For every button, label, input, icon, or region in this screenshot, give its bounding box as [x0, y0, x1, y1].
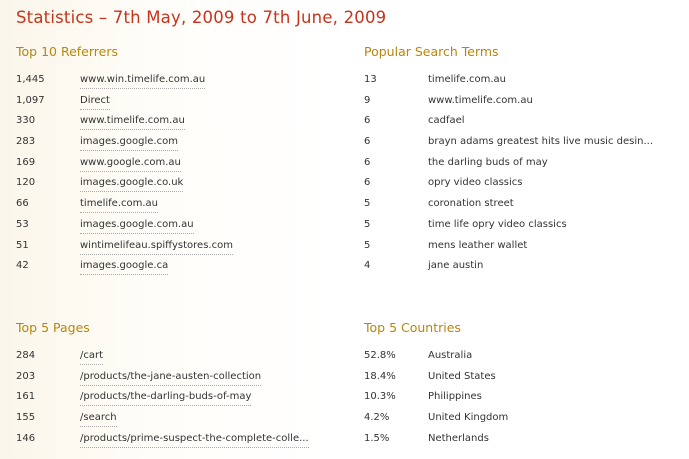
country-percent: 4.2% — [364, 412, 390, 424]
search-term-label: timelife.com.au — [428, 74, 507, 85]
page-link[interactable]: /products/prime-suspect-the-complete-colle... — [80, 432, 309, 448]
page-count: 284 — [16, 350, 36, 361]
referrer-link[interactable]: images.google.ca — [80, 259, 168, 275]
search-term-label: the darling buds of may — [428, 156, 548, 168]
referrer-link[interactable]: images.google.co.uk — [80, 176, 183, 192]
page-row — [16, 429, 336, 450]
country-row — [364, 367, 674, 388]
country-name: Australia — [428, 350, 473, 361]
referrer-count: 120 — [16, 177, 36, 189]
referrer-link[interactable]: www.google.com.au — [80, 156, 181, 172]
search-term-row — [364, 153, 674, 174]
search-term-label: mens leather wallet — [428, 239, 528, 251]
page-row — [16, 346, 336, 367]
search-term-count: 9 — [364, 94, 371, 106]
referrer-row — [16, 236, 336, 257]
page-row — [16, 367, 336, 388]
search-term-label: cadfael — [428, 115, 465, 127]
search-term-label: jane austin — [428, 260, 484, 272]
country-percent: 1.5% — [364, 432, 390, 444]
referrer-row — [16, 132, 336, 153]
countries-heading: Top 5 Countries — [364, 320, 461, 335]
page-row — [16, 408, 336, 429]
page-count: 203 — [16, 370, 36, 382]
search-term-row — [364, 173, 674, 194]
countries-section — [364, 318, 674, 449]
referrer-row — [16, 215, 336, 236]
search-term-count: 5 — [364, 239, 371, 251]
search-term-count: 4 — [364, 260, 371, 272]
page-row — [16, 387, 336, 408]
referrer-count: 51 — [16, 239, 29, 251]
country-name: Philippines — [428, 391, 482, 403]
country-percent: 52.8% — [364, 350, 396, 361]
search-term-count: 6 — [364, 136, 371, 148]
search-term-label: coronation street — [428, 198, 514, 210]
referrer-count: 1,445 — [16, 74, 45, 85]
referrer-count: 1,097 — [16, 94, 45, 106]
country-row — [364, 346, 674, 367]
page-count: 146 — [16, 432, 36, 444]
referrer-count: 42 — [16, 260, 29, 272]
referrers-heading: Top 10 Referrers — [16, 44, 118, 59]
referrer-count: 283 — [16, 136, 36, 148]
referrer-link[interactable]: timelife.com.au — [80, 197, 158, 213]
search-term-row — [364, 70, 674, 91]
referrer-row — [16, 194, 336, 215]
search-term-row — [364, 236, 674, 257]
page-title: Statistics – 7th May, 2009 to 7th June, 2009 — [16, 8, 387, 27]
search-term-count: 13 — [364, 74, 377, 85]
pages-section — [16, 318, 336, 449]
page-link[interactable]: /products/the-jane-austen-collection — [80, 370, 261, 386]
referrers-section — [16, 42, 336, 277]
referrer-row — [16, 70, 336, 91]
search-term-row — [364, 215, 674, 236]
search-terms-heading: Popular Search Terms — [364, 44, 499, 59]
referrer-link[interactable]: wintimelifeau.spiffystores.com — [80, 239, 233, 255]
search-term-count: 6 — [364, 115, 371, 127]
referrer-link[interactable]: www.timelife.com.au — [80, 114, 185, 130]
page-link[interactable]: /cart — [80, 349, 103, 365]
country-percent: 10.3% — [364, 391, 396, 403]
country-name: United States — [428, 370, 496, 382]
page-link[interactable]: /products/the-darling-buds-of-may — [80, 390, 251, 406]
search-term-row — [364, 256, 674, 277]
search-term-row — [364, 194, 674, 215]
referrer-link[interactable]: www.win.timelife.com.au — [80, 73, 205, 89]
country-row — [364, 387, 674, 408]
search-term-row — [364, 132, 674, 153]
referrer-row — [16, 91, 336, 112]
search-term-label: brayn adams greatest hits live music desin... — [428, 136, 653, 148]
referrer-count: 66 — [16, 198, 29, 210]
referrer-count: 330 — [16, 115, 36, 127]
search-term-row — [364, 91, 674, 112]
search-term-label: www.timelife.com.au — [428, 94, 533, 106]
page-count: 155 — [16, 412, 36, 424]
page-link[interactable]: /search — [80, 411, 117, 427]
search-term-label: opry video classics — [428, 177, 523, 189]
country-percent: 18.4% — [364, 370, 396, 382]
search-term-count: 5 — [364, 198, 371, 210]
page-count: 161 — [16, 391, 36, 403]
country-name: United Kingdom — [428, 412, 509, 424]
country-row — [364, 408, 674, 429]
referrer-row — [16, 111, 336, 132]
search-term-label: time life opry video classics — [428, 218, 567, 230]
country-row — [364, 429, 674, 450]
referrer-row — [16, 256, 336, 277]
referrer-row — [16, 173, 336, 194]
search-term-row — [364, 111, 674, 132]
search-term-count: 6 — [364, 156, 371, 168]
search-term-count: 6 — [364, 177, 371, 189]
search-term-count: 5 — [364, 218, 371, 230]
search-terms-section — [364, 42, 674, 277]
referrer-link[interactable]: images.google.com.au — [80, 218, 194, 234]
referrer-link[interactable]: images.google.com — [80, 135, 178, 151]
referrer-count: 53 — [16, 218, 29, 230]
referrer-count: 169 — [16, 156, 36, 168]
referrer-link[interactable]: Direct — [80, 94, 110, 110]
country-name: Netherlands — [428, 432, 489, 444]
pages-heading: Top 5 Pages — [16, 320, 90, 335]
referrer-row — [16, 153, 336, 174]
